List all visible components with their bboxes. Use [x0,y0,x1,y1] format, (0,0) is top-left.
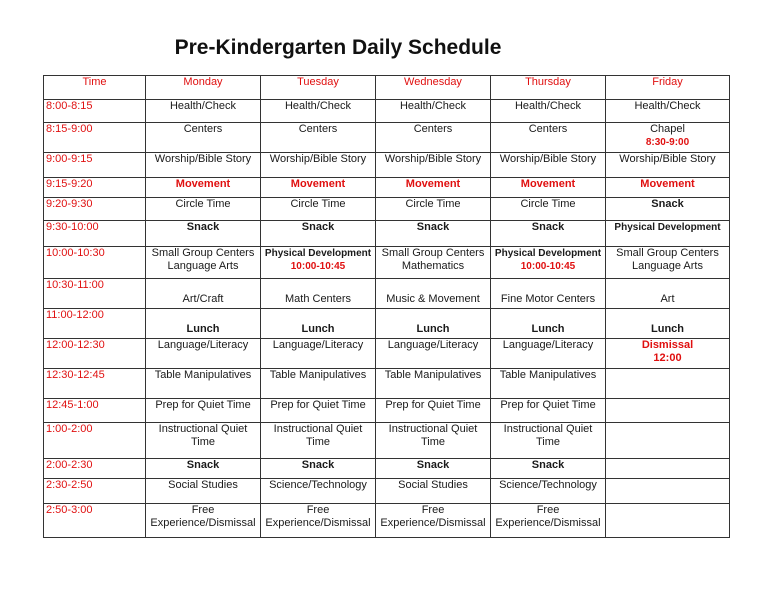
activity-label: Snack [186,459,220,471]
schedule-cell-wednesday [376,178,491,198]
schedule-cell-wednesday [376,339,491,369]
schedule-cell-tuesday [261,247,376,279]
activity-label: Snack [301,221,335,233]
time-slot: 2:30-2:50 [44,479,146,504]
schedule-cell-thursday [491,123,606,153]
table-row [44,459,730,479]
schedule-cell-monday [146,423,261,459]
time-slot: 8:00-8:15 [44,100,146,123]
schedule-cell-tuesday [261,279,376,309]
table-row [44,423,730,459]
activity-label: Lunch [651,323,684,335]
activity-label: Small Group Centers [616,247,719,259]
schedule-cell-friday [606,100,730,123]
schedule-cell-tuesday [261,100,376,123]
schedule-cell-monday [146,504,261,538]
schedule-cell-thursday [491,423,606,459]
table-row [44,153,730,178]
time-slot: 2:00-2:30 [44,459,146,479]
activity-label: Math Centers [284,293,352,305]
time-slot: 9:30-10:00 [44,221,146,247]
schedule-cell-thursday [491,479,606,504]
schedule-cell-thursday [491,100,606,123]
time-slot: 8:15-9:00 [44,123,146,153]
activity-label: Lunch [416,323,450,335]
column-header-friday: Friday [606,76,730,100]
activity-label: Movement [175,178,231,190]
schedule-cell-thursday [491,369,606,399]
schedule-table [43,75,730,538]
schedule-cell-wednesday [376,479,491,504]
schedule-cell-friday [606,221,730,247]
activity-label: Centers [183,123,223,135]
schedule-cell-friday [606,153,730,178]
activity-label: Lunch [531,323,565,335]
schedule-cell-monday [146,279,261,309]
activity-label: Snack [651,198,684,210]
activity-label: Movement [640,178,695,190]
schedule-cell-friday [606,123,730,153]
activity-label: Worship/Bible Story [499,153,597,165]
column-header-time: Time [44,76,146,100]
schedule-cell-monday [146,178,261,198]
schedule-cell-tuesday [261,221,376,247]
activity-label: Health/Check [514,100,582,112]
activity-label: Prep for Quiet Time [270,399,366,411]
schedule-cell-tuesday [261,479,376,504]
schedule-cell-monday [146,369,261,399]
schedule-cell-wednesday [376,459,491,479]
activity-label: Health/Check [399,100,467,112]
activity-time-note: 10:00-10:45 [520,261,576,272]
activity-label: Movement [290,178,346,190]
activity-label: Time [420,436,446,448]
activity-label: Circle Time [405,198,461,210]
schedule-cell-thursday [491,504,606,538]
activity-label: Social Studies [398,479,468,491]
schedule-cell-wednesday [376,309,491,339]
activity-label: Snack [416,221,450,233]
activity-label: Instructional Quiet [503,423,593,435]
schedule-cell-friday [606,198,730,221]
activity-label: Worship/Bible Story [269,153,367,165]
schedule-cell-tuesday [261,198,376,221]
schedule-cell-thursday [491,309,606,339]
table-row [44,309,730,339]
activity-label: Free [421,504,445,516]
column-header-thursday: Thursday [491,76,606,100]
activity-label: Snack [416,459,450,471]
column-header-tuesday: Tuesday [261,76,376,100]
activity-label: Lunch [301,323,335,335]
activity-label: Social Studies [168,479,238,491]
table-row [44,399,730,423]
activity-label: Physical Development [494,248,602,259]
time-slot: 9:15-9:20 [44,178,146,198]
activity-label: Prep for Quiet Time [155,399,251,411]
time-slot: 12:30-12:45 [44,369,146,399]
table-row [44,198,730,221]
activity-label: Free [536,504,560,516]
time-slot: 12:00-12:30 [44,339,146,369]
activity-label: Centers [298,123,338,135]
schedule-cell-monday [146,339,261,369]
schedule-cell-friday [606,459,730,479]
schedule-cell-friday [606,178,730,198]
schedule-cell-wednesday [376,153,491,178]
activity-label: Art/Craft [182,293,224,305]
activity-label: Science/Technology [499,479,597,491]
schedule-cell-wednesday [376,399,491,423]
activity-label: Prep for Quiet Time [500,399,596,411]
schedule-cell-friday [606,399,730,423]
schedule-cell-thursday [491,153,606,178]
activity-label: Fine Motor Centers [500,293,596,305]
column-header-wednesday: Wednesday [376,76,491,100]
activity-label: Centers [413,123,453,135]
activity-label: Movement [520,178,576,190]
activity-label: Table Manipulatives [269,369,367,381]
schedule-cell-wednesday [376,100,491,123]
activity-label: Science/Technology [269,479,367,491]
time-slot: 11:00-12:00 [44,309,146,339]
schedule-cell-thursday [491,247,606,279]
schedule-cell-friday [606,479,730,504]
activity-label: Language/Literacy [502,339,594,351]
table-row [44,369,730,399]
activity-label: Movement [405,178,461,190]
activity-label: Table Manipulatives [154,369,252,381]
activity-label: Circle Time [290,198,346,210]
table-row [44,247,730,279]
schedule-cell-friday [606,423,730,459]
activity-label: Worship/Bible Story [384,153,482,165]
activity-label: Prep for Quiet Time [385,399,481,411]
time-slot: 10:00-10:30 [44,247,146,279]
activity-label: Time [535,436,561,448]
schedule-cell-friday [606,247,730,279]
table-row [44,178,730,198]
schedule-cell-wednesday [376,504,491,538]
schedule-cell-monday [146,123,261,153]
activity-label: Snack [531,221,565,233]
activity-label: Physical Development [264,248,372,259]
schedule-cell-monday [146,309,261,339]
activity-label: Experience/Dismissal [380,517,486,529]
schedule-cell-tuesday [261,309,376,339]
activity-label: Physical Development [614,222,721,233]
activity-label: Snack [301,459,335,471]
time-slot: 9:00-9:15 [44,153,146,178]
schedule-cell-wednesday [376,369,491,399]
time-slot: 10:30-11:00 [44,279,146,309]
schedule-cell-tuesday [261,153,376,178]
schedule-cell-wednesday [376,279,491,309]
activity-label: Lunch [186,323,220,335]
schedule-cell-friday [606,369,730,399]
activity-label: Table Manipulatives [384,369,482,381]
schedule-cell-thursday [491,459,606,479]
table-row [44,279,730,309]
schedule-cell-thursday [491,339,606,369]
activity-label: Health/Check [169,100,237,112]
schedule-cell-monday [146,153,261,178]
schedule-body [44,100,730,538]
schedule-cell-monday [146,221,261,247]
activity-label: Circle Time [175,198,231,210]
activity-label: Time [305,436,331,448]
schedule-cell-tuesday [261,504,376,538]
time-slot: 12:45-1:00 [44,399,146,423]
schedule-cell-monday [146,399,261,423]
schedule-cell-wednesday [376,221,491,247]
schedule-cell-thursday [491,178,606,198]
schedule-cell-tuesday [261,459,376,479]
activity-label: Centers [528,123,568,135]
schedule-cell-thursday [491,279,606,309]
activity-label: Small Group Centers [151,247,255,259]
activity-label: Language/Literacy [157,339,249,351]
activity-label: 12:00 [653,352,682,364]
schedule-cell-tuesday [261,369,376,399]
activity-label: Language/Literacy [272,339,364,351]
table-row [44,100,730,123]
activity-label: Circle Time [520,198,576,210]
page-title: Pre-Kindergarten Daily Schedule [174,36,502,59]
activity-label: Free [191,504,215,516]
schedule-cell-wednesday [376,423,491,459]
schedule-cell-friday [606,339,730,369]
schedule-cell-wednesday [376,198,491,221]
activity-label: Health/Check [284,100,352,112]
schedule-cell-thursday [491,198,606,221]
table-row [44,479,730,504]
schedule-cell-tuesday [261,339,376,369]
activity-label: Music & Movement [386,293,480,305]
column-header-monday: Monday [146,76,261,100]
activity-label: Time [190,436,216,448]
schedule-cell-tuesday [261,423,376,459]
schedule-cell-friday [606,309,730,339]
activity-label: Snack [531,459,565,471]
time-slot: 1:00-2:00 [44,423,146,459]
activity-label: Snack [186,221,220,233]
schedule-cell-tuesday [261,399,376,423]
schedule-cell-monday [146,198,261,221]
schedule-cell-friday [606,504,730,538]
activity-label: Language Arts [167,260,239,272]
table-row [44,339,730,369]
activity-label: Chapel [650,123,685,135]
table-row [44,504,730,538]
activity-time-note: 8:30-9:00 [645,137,690,148]
schedule-cell-monday [146,100,261,123]
header-row [44,76,730,100]
activity-label: Dismissal [641,339,694,351]
activity-time-note: 10:00-10:45 [290,261,346,272]
activity-label: Instructional Quiet [158,423,248,435]
activity-label: Art [660,293,675,305]
activity-label: Health/Check [634,100,701,112]
activity-label: Free [306,504,330,516]
schedule-cell-monday [146,247,261,279]
activity-label: Experience/Dismissal [150,517,256,529]
activity-label: Mathematics [401,260,465,272]
schedule-cell-wednesday [376,247,491,279]
schedule-cell-thursday [491,399,606,423]
table-row [44,123,730,153]
schedule-cell-tuesday [261,178,376,198]
schedule-cell-friday [606,279,730,309]
time-slot: 2:50-3:00 [44,504,146,538]
activity-label: Experience/Dismissal [265,517,371,529]
activity-label: Language/Literacy [387,339,479,351]
schedule-cell-tuesday [261,123,376,153]
time-slot: 9:20-9:30 [44,198,146,221]
activity-label: Worship/Bible Story [619,153,716,165]
schedule-cell-thursday [491,221,606,247]
activity-label: Table Manipulatives [499,369,597,381]
activity-label: Worship/Bible Story [154,153,252,165]
schedule-cell-wednesday [376,123,491,153]
activity-label: Language Arts [632,260,703,272]
schedule-cell-monday [146,479,261,504]
activity-label: Instructional Quiet [388,423,478,435]
activity-label: Instructional Quiet [273,423,363,435]
activity-label: Experience/Dismissal [495,517,601,529]
schedule-cell-monday [146,459,261,479]
activity-label: Small Group Centers [381,247,485,259]
table-row [44,221,730,247]
